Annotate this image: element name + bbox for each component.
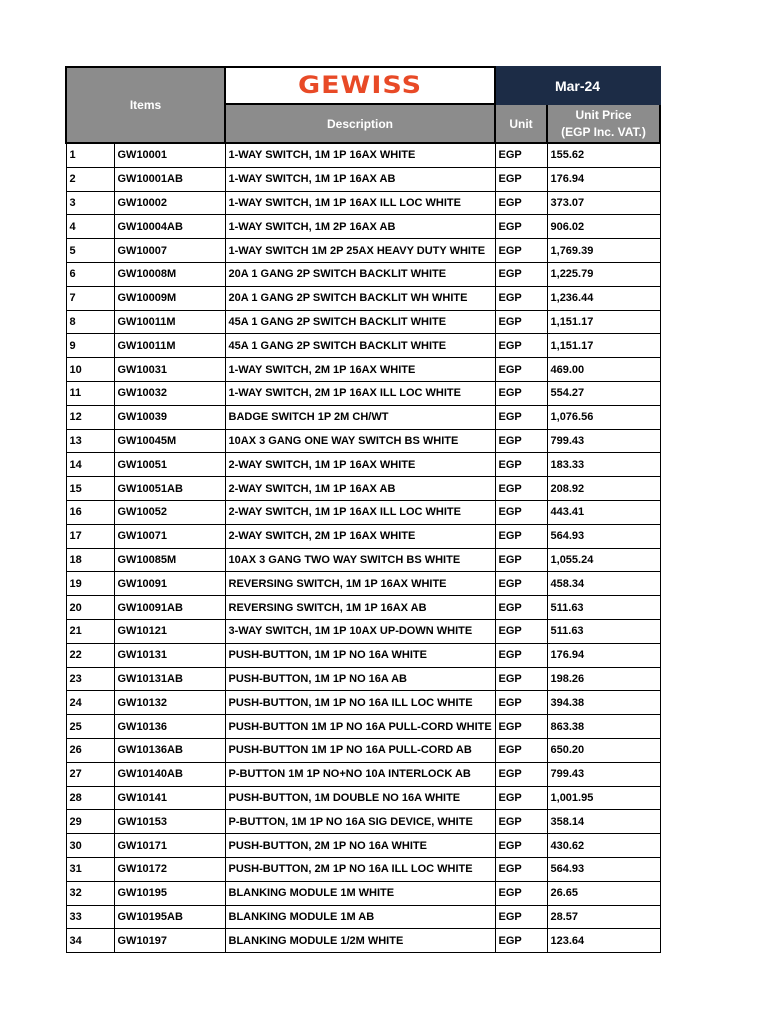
table-row	[66, 453, 660, 477]
row-number-cell: 34	[66, 929, 114, 953]
item-code-cell: GW10195AB	[114, 905, 225, 929]
item-code-cell: GW10051	[114, 453, 225, 477]
unit-price-cell: 1,001.95	[547, 786, 660, 810]
table-row	[66, 500, 660, 524]
price-table	[65, 66, 661, 953]
unit-cell: EGP	[495, 167, 547, 191]
item-description-cell: 45A 1 GANG 2P SWITCH BACKLIT WHITE	[225, 334, 495, 358]
item-code-cell: GW10140AB	[114, 762, 225, 786]
unit-cell: EGP	[495, 286, 547, 310]
item-code-cell: GW10001	[114, 143, 225, 167]
row-number-cell: 22	[66, 643, 114, 667]
unit-price-cell: 458.34	[547, 572, 660, 596]
row-number-cell: 31	[66, 857, 114, 881]
table-row	[66, 524, 660, 548]
table-row	[66, 310, 660, 334]
unit-price-cell: 650.20	[547, 738, 660, 762]
table-row	[66, 286, 660, 310]
unit-price-cell: 198.26	[547, 667, 660, 691]
item-description-cell: 2-WAY SWITCH, 1M 1P 16AX ILL LOC WHITE	[225, 500, 495, 524]
table-row	[66, 262, 660, 286]
unit-cell: EGP	[495, 310, 547, 334]
unit-cell: EGP	[495, 143, 547, 167]
unit-cell: EGP	[495, 548, 547, 572]
unit-cell: EGP	[495, 239, 547, 263]
gewiss-logo: GEWISS	[297, 71, 423, 100]
table-row	[66, 572, 660, 596]
unit-price-cell: 1,225.79	[547, 262, 660, 286]
item-description-cell: P-BUTTON 1M 1P NO+NO 10A INTERLOCK AB	[225, 762, 495, 786]
unit-cell: EGP	[495, 762, 547, 786]
item-code-cell: GW10085M	[114, 548, 225, 572]
unit-cell: EGP	[495, 881, 547, 905]
table-row	[66, 239, 660, 263]
table-row	[66, 477, 660, 501]
item-description-cell: REVERSING SWITCH, 1M 1P 16AX WHITE	[225, 572, 495, 596]
unit-price-cell: 430.62	[547, 834, 660, 858]
month-header: Mar-24	[495, 67, 660, 104]
unit-price-header	[547, 104, 660, 143]
row-number-cell: 13	[66, 429, 114, 453]
row-number-cell: 30	[66, 834, 114, 858]
item-code-cell: GW10002	[114, 191, 225, 215]
unit-price-cell: 394.38	[547, 691, 660, 715]
item-description-cell: 10AX 3 GANG TWO WAY SWITCH BS WHITE	[225, 548, 495, 572]
unit-cell: EGP	[495, 715, 547, 739]
table-row	[66, 429, 660, 453]
item-code-cell: GW10091	[114, 572, 225, 596]
table-row	[66, 667, 660, 691]
item-code-cell: GW10153	[114, 810, 225, 834]
row-number-cell: 15	[66, 477, 114, 501]
unit-price-cell: 1,236.44	[547, 286, 660, 310]
row-number-cell: 17	[66, 524, 114, 548]
table-row	[66, 405, 660, 429]
item-description-cell: BADGE SWITCH 1P 2M CH/WT	[225, 405, 495, 429]
unit-price-cell: 155.62	[547, 143, 660, 167]
unit-cell: EGP	[495, 262, 547, 286]
item-code-cell: GW10007	[114, 239, 225, 263]
row-number-cell: 1	[66, 143, 114, 167]
item-description-cell: PUSH-BUTTON, 1M DOUBLE NO 16A WHITE	[225, 786, 495, 810]
row-number-cell: 29	[66, 810, 114, 834]
table-row	[66, 619, 660, 643]
unit-price-cell: 26.65	[547, 881, 660, 905]
row-number-cell: 11	[66, 381, 114, 405]
unit-cell: EGP	[495, 786, 547, 810]
item-description-cell: BLANKING MODULE 1M WHITE	[225, 881, 495, 905]
table-row	[66, 381, 660, 405]
price-list-sheet	[65, 66, 659, 953]
row-number-cell: 32	[66, 881, 114, 905]
item-description-cell: REVERSING SWITCH, 1M 1P 16AX AB	[225, 596, 495, 620]
unit-price-cell: 123.64	[547, 929, 660, 953]
item-description-cell: PUSH-BUTTON, 1M 1P NO 16A ILL LOC WHITE	[225, 691, 495, 715]
item-code-cell: GW10121	[114, 619, 225, 643]
row-number-cell: 23	[66, 667, 114, 691]
item-description-cell: 1-WAY SWITCH, 1M 1P 16AX AB	[225, 167, 495, 191]
unit-cell: EGP	[495, 667, 547, 691]
item-description-cell: 1-WAY SWITCH, 1M 1P 16AX WHITE	[225, 143, 495, 167]
row-number-cell: 16	[66, 500, 114, 524]
row-number-cell: 6	[66, 262, 114, 286]
unit-price-cell: 373.07	[547, 191, 660, 215]
unit-price-cell: 183.33	[547, 453, 660, 477]
row-number-cell: 24	[66, 691, 114, 715]
item-code-cell: GW10051AB	[114, 477, 225, 501]
unit-price-cell: 176.94	[547, 167, 660, 191]
unit-price-cell: 799.43	[547, 429, 660, 453]
item-code-cell: GW10004AB	[114, 215, 225, 239]
item-description-cell: 2-WAY SWITCH, 2M 1P 16AX WHITE	[225, 524, 495, 548]
unit-cell: EGP	[495, 215, 547, 239]
unit-cell: EGP	[495, 334, 547, 358]
item-code-cell: GW10011M	[114, 310, 225, 334]
item-description-cell: 1-WAY SWITCH, 2M 1P 16AX WHITE	[225, 358, 495, 382]
item-description-cell: PUSH-BUTTON, 2M 1P NO 16A WHITE	[225, 834, 495, 858]
unit-cell: EGP	[495, 477, 547, 501]
unit-price-cell: 564.93	[547, 857, 660, 881]
item-code-cell: GW10039	[114, 405, 225, 429]
unit-price-cell: 1,769.39	[547, 239, 660, 263]
unit-price-cell: 863.38	[547, 715, 660, 739]
row-number-cell: 27	[66, 762, 114, 786]
unit-price-cell: 554.27	[547, 381, 660, 405]
unit-cell: EGP	[495, 643, 547, 667]
item-description-cell: 10AX 3 GANG ONE WAY SWITCH BS WHITE	[225, 429, 495, 453]
table-row	[66, 929, 660, 953]
item-description-cell: PUSH-BUTTON, 1M 1P NO 16A WHITE	[225, 643, 495, 667]
item-description-cell: 20A 1 GANG 2P SWITCH BACKLIT WH WHITE	[225, 286, 495, 310]
item-description-cell: PUSH-BUTTON, 1M 1P NO 16A AB	[225, 667, 495, 691]
price-rows	[66, 143, 660, 953]
item-code-cell: GW10136AB	[114, 738, 225, 762]
unit-cell: EGP	[495, 810, 547, 834]
row-number-cell: 10	[66, 358, 114, 382]
item-code-cell: GW10136	[114, 715, 225, 739]
item-code-cell: GW10195	[114, 881, 225, 905]
unit-price-cell: 1,151.17	[547, 334, 660, 358]
row-number-cell: 25	[66, 715, 114, 739]
row-number-cell: 33	[66, 905, 114, 929]
unit-cell: EGP	[495, 524, 547, 548]
item-code-cell: GW10131AB	[114, 667, 225, 691]
table-row	[66, 334, 660, 358]
unit-price-cell: 1,076.56	[547, 405, 660, 429]
table-row	[66, 191, 660, 215]
item-description-cell: 2-WAY SWITCH, 1M 1P 16AX AB	[225, 477, 495, 501]
unit-price-cell: 1,055.24	[547, 548, 660, 572]
table-row	[66, 643, 660, 667]
items-header: Items	[66, 67, 225, 143]
unit-price-cell: 511.63	[547, 596, 660, 620]
item-code-cell: GW10091AB	[114, 596, 225, 620]
item-description-cell: BLANKING MODULE 1M AB	[225, 905, 495, 929]
row-number-cell: 20	[66, 596, 114, 620]
row-number-cell: 14	[66, 453, 114, 477]
item-code-cell: GW10008M	[114, 262, 225, 286]
logo-cell	[225, 67, 495, 104]
item-description-cell: 45A 1 GANG 2P SWITCH BACKLIT WHITE	[225, 310, 495, 334]
row-number-cell: 18	[66, 548, 114, 572]
unit-cell: EGP	[495, 381, 547, 405]
unit-cell: EGP	[495, 929, 547, 953]
unit-header: Unit	[495, 104, 547, 143]
row-number-cell: 7	[66, 286, 114, 310]
item-code-cell: GW10009M	[114, 286, 225, 310]
row-number-cell: 28	[66, 786, 114, 810]
item-code-cell: GW10197	[114, 929, 225, 953]
item-description-cell: 1-WAY SWITCH, 2M 1P 16AX ILL LOC WHITE	[225, 381, 495, 405]
unit-price-label: Unit Price	[575, 107, 632, 122]
table-row	[66, 358, 660, 382]
item-description-cell: 1-WAY SWITCH, 1M 1P 16AX ILL LOC WHITE	[225, 191, 495, 215]
item-code-cell: GW10001AB	[114, 167, 225, 191]
item-code-cell: GW10071	[114, 524, 225, 548]
item-code-cell: GW10031	[114, 358, 225, 382]
description-header: Description	[225, 104, 495, 143]
item-description-cell: PUSH-BUTTON 1M 1P NO 16A PULL-CORD AB	[225, 738, 495, 762]
item-description-cell: P-BUTTON, 1M 1P NO 16A SIG DEVICE, WHITE	[225, 810, 495, 834]
unit-price-cell: 176.94	[547, 643, 660, 667]
table-row	[66, 143, 660, 167]
item-code-cell: GW10131	[114, 643, 225, 667]
table-row	[66, 215, 660, 239]
unit-cell: EGP	[495, 691, 547, 715]
item-description-cell: 1-WAY SWITCH, 1M 2P 16AX AB	[225, 215, 495, 239]
unit-price-cell: 906.02	[547, 215, 660, 239]
unit-price-cell: 799.43	[547, 762, 660, 786]
row-number-cell: 21	[66, 619, 114, 643]
table-row	[66, 810, 660, 834]
table-row	[66, 762, 660, 786]
item-description-cell: 3-WAY SWITCH, 1M 1P 10AX UP-DOWN WHITE	[225, 619, 495, 643]
table-row	[66, 905, 660, 929]
item-description-cell: 1-WAY SWITCH 1M 2P 25AX HEAVY DUTY WHITE	[225, 239, 495, 263]
unit-cell: EGP	[495, 738, 547, 762]
item-code-cell: GW10172	[114, 857, 225, 881]
unit-price-cell: 443.41	[547, 500, 660, 524]
row-number-cell: 4	[66, 215, 114, 239]
item-description-cell: 2-WAY SWITCH, 1M 1P 16AX WHITE	[225, 453, 495, 477]
table-row	[66, 167, 660, 191]
item-code-cell: GW10011M	[114, 334, 225, 358]
unit-cell: EGP	[495, 500, 547, 524]
unit-cell: EGP	[495, 834, 547, 858]
item-code-cell: GW10132	[114, 691, 225, 715]
row-number-cell: 19	[66, 572, 114, 596]
item-description-cell: BLANKING MODULE 1/2M WHITE	[225, 929, 495, 953]
table-row	[66, 691, 660, 715]
row-number-cell: 3	[66, 191, 114, 215]
unit-price-cell: 28.57	[547, 905, 660, 929]
row-number-cell: 5	[66, 239, 114, 263]
table-row	[66, 881, 660, 905]
unit-price-sublabel: (EGP Inc. VAT.)	[561, 124, 646, 139]
unit-cell: EGP	[495, 405, 547, 429]
unit-cell: EGP	[495, 596, 547, 620]
table-row	[66, 834, 660, 858]
row-number-cell: 12	[66, 405, 114, 429]
item-code-cell: GW10171	[114, 834, 225, 858]
unit-cell: EGP	[495, 619, 547, 643]
table-row	[66, 548, 660, 572]
unit-cell: EGP	[495, 905, 547, 929]
table-row	[66, 786, 660, 810]
item-code-cell: GW10141	[114, 786, 225, 810]
unit-cell: EGP	[495, 191, 547, 215]
table-row	[66, 715, 660, 739]
unit-price-cell: 1,151.17	[547, 310, 660, 334]
row-number-cell: 2	[66, 167, 114, 191]
table-row	[66, 857, 660, 881]
unit-price-cell: 469.00	[547, 358, 660, 382]
row-number-cell: 8	[66, 310, 114, 334]
unit-price-cell: 208.92	[547, 477, 660, 501]
row-number-cell: 26	[66, 738, 114, 762]
item-code-cell: GW10052	[114, 500, 225, 524]
unit-cell: EGP	[495, 429, 547, 453]
unit-cell: EGP	[495, 453, 547, 477]
unit-cell: EGP	[495, 358, 547, 382]
item-code-cell: GW10045M	[114, 429, 225, 453]
row-number-cell: 9	[66, 334, 114, 358]
item-description-cell: PUSH-BUTTON 1M 1P NO 16A PULL-CORD WHITE	[225, 715, 495, 739]
unit-cell: EGP	[495, 572, 547, 596]
item-code-cell: GW10032	[114, 381, 225, 405]
table-row	[66, 738, 660, 762]
unit-price-cell: 564.93	[547, 524, 660, 548]
unit-cell: EGP	[495, 857, 547, 881]
table-row	[66, 596, 660, 620]
unit-price-cell: 511.63	[547, 619, 660, 643]
item-description-cell: 20A 1 GANG 2P SWITCH BACKLIT WHITE	[225, 262, 495, 286]
item-description-cell: PUSH-BUTTON, 2M 1P NO 16A ILL LOC WHITE	[225, 857, 495, 881]
unit-price-cell: 358.14	[547, 810, 660, 834]
